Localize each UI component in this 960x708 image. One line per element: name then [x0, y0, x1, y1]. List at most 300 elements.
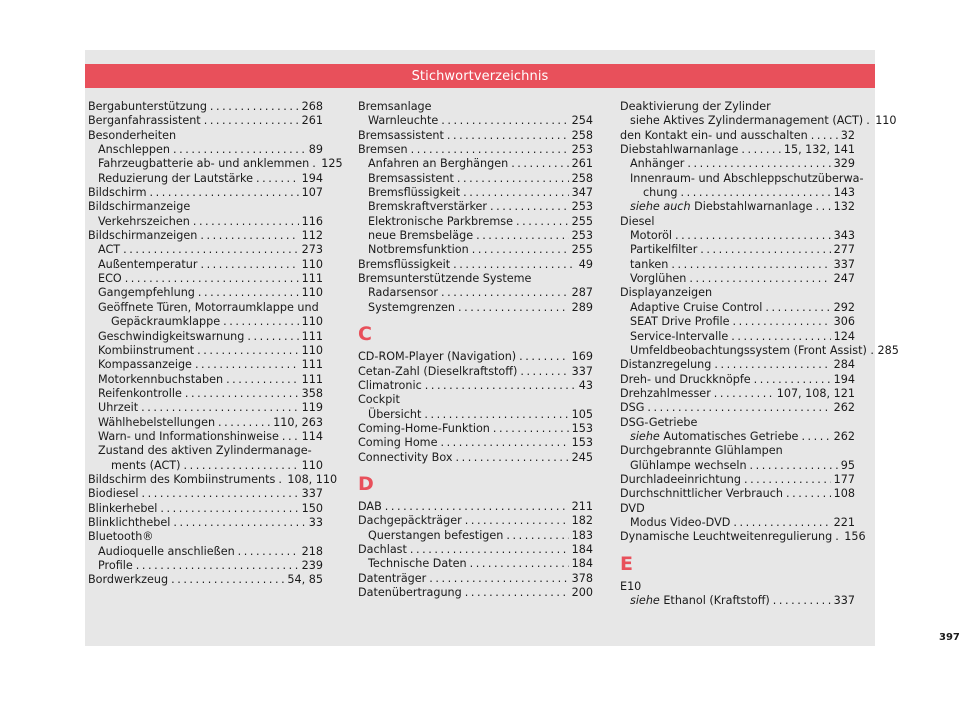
index-page-ref: 200	[571, 585, 593, 599]
index-entry-text: Dachgepäckträger	[358, 514, 462, 528]
index-entry	[88, 315, 323, 329]
index-entry-label	[630, 594, 770, 608]
index-entry	[88, 272, 323, 286]
index-heading: Bluetooth®	[88, 530, 154, 544]
index-entry	[88, 516, 323, 530]
index-entry	[620, 157, 855, 171]
leader-dots	[675, 229, 831, 243]
index-page-ref: 107, 108, 121	[776, 386, 855, 400]
index-column-2	[358, 100, 593, 600]
leader-dots	[218, 416, 270, 430]
index-entry	[620, 530, 866, 544]
leader-dots	[123, 243, 299, 257]
index-heading: Diesel	[620, 214, 655, 228]
leader-dots	[457, 172, 569, 186]
leader-dots	[463, 186, 569, 200]
index-entry	[88, 258, 323, 272]
index-entry	[88, 114, 323, 128]
index-entry-text: Querstangen befestigen	[368, 528, 504, 542]
index-page-ref: 273	[301, 243, 323, 257]
index-heading: E10	[620, 579, 642, 593]
index-entry-text: Verkehrszeichen	[98, 214, 190, 228]
leader-dots	[687, 157, 830, 171]
index-entry	[358, 114, 593, 128]
leader-dots	[204, 114, 299, 128]
leader-dots	[441, 286, 569, 300]
leader-dots	[195, 358, 299, 372]
index-entry-text: Elektronische Parkbremse	[368, 214, 513, 228]
index-entry	[358, 529, 593, 543]
index-page-ref: 245	[571, 450, 593, 464]
leader-dots	[465, 586, 569, 600]
index-page-ref: 247	[833, 272, 855, 286]
index-heading: Besonderheiten	[88, 128, 177, 142]
leader-dots	[173, 143, 306, 157]
index-entry	[620, 129, 855, 143]
leader-dots	[476, 229, 569, 243]
index-entry-text: Notbremsfunktion	[368, 243, 469, 257]
index-entry-label	[630, 157, 684, 171]
leader-dots	[424, 408, 568, 422]
index-heading: Innenraum- und Abschleppschutzüberwa-	[630, 171, 864, 185]
index-page-ref: 150	[301, 501, 323, 515]
index-entry-text: Cetan-Zahl (Dieselkraftstoff)	[358, 364, 518, 378]
index-entry	[358, 422, 593, 436]
index-page-ref: 292	[833, 300, 855, 314]
index-page-ref: 111	[301, 272, 323, 286]
index-entry	[88, 387, 323, 401]
index-page-ref: 89	[308, 143, 323, 157]
leader-dots	[815, 200, 830, 214]
index-entry-text: Uhrzeit	[98, 401, 139, 415]
index-entry-label	[620, 143, 738, 157]
index-entry-text: SEAT Drive Profile	[630, 315, 730, 329]
leader-dots	[183, 459, 298, 473]
index-column-1	[85, 100, 343, 588]
index-entry-text: ECO	[98, 272, 122, 286]
index-entry	[620, 358, 855, 372]
index-entry-text: Bremsen	[358, 143, 408, 157]
leader-dots	[193, 215, 299, 229]
index-entry-label	[358, 586, 462, 600]
index-entry	[358, 543, 593, 557]
index-entry	[88, 172, 323, 186]
leader-dots	[210, 100, 299, 114]
index-heading: Bremsanlage	[358, 100, 432, 113]
index-entry-label	[98, 243, 120, 257]
cross-reference-prefix: siehe auch	[630, 200, 695, 214]
index-entry	[88, 344, 323, 358]
index-entry-text: Glühlampe wechseln	[630, 458, 747, 472]
index-entry-label	[368, 529, 503, 543]
index-entry-text: Bildschirm des Kombiinstruments	[88, 472, 276, 486]
index-entry-text: tanken	[630, 257, 669, 271]
leader-dots	[223, 315, 299, 329]
index-entry	[620, 473, 855, 487]
index-entry-text: Gepäckraumklappe	[111, 315, 221, 329]
index-entry-label	[620, 487, 783, 501]
leader-dots	[835, 530, 841, 544]
leader-dots	[312, 157, 318, 171]
leader-dots	[455, 451, 568, 465]
index-page-ref: 253	[571, 143, 593, 157]
leader-dots	[410, 543, 569, 557]
index-entry-label	[620, 530, 832, 544]
index-page-ref: 261	[301, 114, 323, 128]
index-entry-text: Bildschirmanzeigen	[88, 229, 198, 243]
index-entry	[88, 545, 323, 559]
index-entry-text: Climatronic	[358, 378, 422, 392]
leader-dots	[247, 330, 298, 344]
index-page-ref: 255	[571, 214, 593, 228]
index-page-ref: 110	[301, 257, 323, 271]
index-entry-label	[88, 502, 157, 516]
index-page-ref: 378	[571, 571, 593, 585]
index-entry-label	[358, 129, 444, 143]
leader-dots	[647, 401, 830, 415]
leader-dots	[200, 258, 298, 272]
index-entry	[358, 408, 593, 422]
index-entry-text: ments (ACT)	[111, 458, 181, 472]
index-entry	[88, 100, 323, 114]
index-entry-text: Profile	[98, 559, 133, 572]
index-entry	[88, 186, 323, 200]
index-page-ref: 343	[833, 229, 855, 243]
index-entry-label	[88, 516, 170, 530]
cross-reference-prefix: siehe	[630, 429, 664, 443]
index-entry	[88, 502, 323, 516]
index-entry-text: CD-ROM-Player (Navigation)	[358, 350, 517, 364]
index-entry-text: neue Bremsbeläge	[368, 229, 474, 243]
index-entry-text: Blinkerhebel	[88, 501, 158, 515]
index-entry-label	[98, 358, 192, 372]
index-entry-label	[98, 157, 309, 171]
index-entry	[358, 157, 593, 171]
leader-dots	[750, 459, 838, 473]
index-page-ref: 337	[571, 364, 593, 378]
index-entry-text: Blinklichthebel	[88, 515, 171, 529]
index-entry-label	[630, 243, 697, 257]
index-entry	[88, 401, 323, 415]
index-entry	[620, 430, 855, 444]
index-entry-text: Warn- und Informationshinweise	[98, 429, 279, 443]
index-entry-label	[368, 243, 469, 257]
index-entry	[358, 215, 593, 229]
index-section-letter: E	[620, 552, 633, 575]
leader-dots	[447, 129, 569, 143]
index-entry-text: Außentemperatur	[98, 257, 198, 271]
index-entry-text: Bremsflüssigkeit	[368, 186, 461, 200]
index-entry	[88, 229, 323, 243]
index-entry-text: Kombiinstrument	[98, 343, 195, 357]
index-entry-label	[368, 172, 454, 186]
leader-dots	[765, 301, 830, 315]
index-entry-text: Dynamische Leuchtweitenregulierung	[620, 530, 833, 544]
index-entry-label	[643, 186, 678, 200]
index-page-ref: 306	[833, 315, 855, 329]
index-entry	[620, 373, 855, 387]
index-entry-text: Datenübertragung	[358, 585, 462, 599]
index-entry-label	[88, 473, 275, 487]
leader-dots	[520, 365, 568, 379]
index-page-ref: 258	[571, 171, 593, 185]
index-entry-label	[98, 330, 244, 344]
index-entry-text: Radarsensor	[368, 286, 439, 300]
index-page-ref: 184	[571, 542, 593, 556]
leader-dots	[458, 301, 569, 315]
index-entry	[358, 186, 593, 200]
index-entry-text: Dreh- und Druckknöpfe	[620, 372, 751, 386]
index-page-ref: 110	[301, 458, 323, 472]
leader-dots	[411, 143, 569, 157]
index-entry	[88, 459, 323, 473]
index-entry	[88, 373, 323, 387]
index-page-ref: 110	[301, 315, 323, 329]
index-entry-label	[630, 516, 730, 530]
leader-dots	[198, 286, 299, 300]
index-page-ref: 221	[833, 515, 855, 529]
index-page-ref: 262	[833, 401, 855, 415]
index-entry-text: Diebstahlwarnanlage	[694, 200, 813, 214]
index-entry	[358, 514, 593, 528]
index-page-ref: 277	[833, 243, 855, 257]
leader-dots	[197, 344, 299, 358]
index-page-ref: 287	[571, 286, 593, 300]
index-entry-text: Datenträger	[358, 571, 427, 585]
leader-dots	[733, 516, 830, 530]
index-entry-text: Motorkennbuchstaben	[98, 372, 224, 386]
index-page-ref: 183	[571, 528, 593, 542]
index-page-ref: 337	[833, 594, 855, 607]
index-entry-label	[98, 401, 138, 415]
leader-dots	[200, 229, 298, 243]
leader-dots	[173, 516, 305, 530]
leader-dots	[256, 172, 299, 186]
index-entry	[620, 114, 897, 128]
index-page-ref: 110	[301, 286, 323, 300]
index-entry-text: Gangempfehlung	[98, 286, 195, 300]
index-entry-label	[358, 143, 408, 157]
index-entry-text: Wählhebelstellungen	[98, 415, 216, 429]
index-entry	[358, 379, 593, 393]
index-entry-text: Anfahren an Berghängen	[368, 157, 509, 171]
leader-dots	[385, 500, 569, 514]
index-entry	[88, 416, 323, 430]
index-entry-label	[98, 416, 215, 430]
index-entry-label	[368, 114, 438, 128]
index-entry	[620, 186, 855, 200]
index-entry-text: Technische Daten	[368, 557, 467, 571]
index-entry	[358, 229, 593, 243]
index-entry	[358, 586, 593, 600]
index-entry-label	[98, 215, 190, 229]
index-entry-text: Bergabunterstützung	[88, 100, 207, 113]
index-heading: DSG-Getriebe	[620, 415, 698, 429]
index-entry	[620, 243, 855, 257]
index-entry-text: Audioquelle anschließen	[98, 544, 235, 558]
index-entry-label	[630, 330, 728, 344]
leader-dots	[516, 215, 569, 229]
index-entry	[620, 315, 855, 329]
index-entry	[88, 430, 323, 444]
index-entry-text: Service-Intervalle	[630, 329, 729, 343]
leader-dots	[136, 559, 299, 573]
index-entry-label	[98, 559, 133, 573]
index-page-ref: 169	[571, 350, 593, 364]
index-entry	[358, 172, 593, 186]
index-entry-label	[88, 573, 168, 587]
index-entry	[358, 500, 593, 514]
index-page-ref: 105	[571, 407, 593, 421]
index-entry-text: Reduzierung der Lautstärke	[98, 171, 253, 185]
index-page-ref: 32	[840, 128, 855, 142]
leader-dots	[425, 379, 576, 393]
leader-dots	[440, 436, 568, 450]
index-entry-text: Ethanol (Kraftstoff)	[663, 594, 770, 607]
leader-dots	[141, 401, 299, 415]
index-entry-label	[358, 436, 437, 450]
index-page-ref: 125	[321, 157, 343, 171]
leader-dots	[429, 572, 568, 586]
index-entry-label	[630, 301, 762, 315]
index-entry-text: Biodiesel	[88, 487, 139, 501]
index-page-ref: 111	[301, 329, 323, 343]
index-entry	[88, 487, 323, 501]
index-entry-label	[88, 487, 139, 501]
index-page-ref: 111	[301, 372, 323, 386]
index-entry-text: Coming Home	[358, 436, 438, 450]
index-entry-text: den Kontakt ein- und ausschalten	[620, 128, 808, 142]
index-entry-label	[358, 514, 462, 528]
index-page-ref: 182	[571, 514, 593, 528]
index-entry-text: Systemgrenzen	[368, 300, 455, 314]
index-entry-text: Bildschirm	[88, 186, 147, 200]
leader-dots	[125, 272, 299, 286]
index-page-ref: 153	[571, 436, 593, 450]
leader-dots	[282, 430, 299, 444]
index-entry	[358, 365, 593, 379]
leader-dots	[801, 430, 830, 444]
index-entry	[88, 559, 323, 573]
index-page-ref: 116	[301, 214, 323, 228]
index-entry-text: Motoröl	[630, 229, 673, 243]
index-heading: Bremsunterstützende Systeme	[358, 272, 532, 286]
index-entry-text: Bremsassistent	[358, 128, 444, 142]
index-page-ref: 95	[840, 458, 855, 472]
index-page-ref: 112	[301, 229, 323, 243]
leader-dots	[811, 129, 838, 143]
index-entry-text: Geschwindigkeitswarnung	[98, 329, 245, 343]
index-page-ref: 110, 263	[273, 415, 323, 429]
index-entry-text: Dachlast	[358, 542, 407, 556]
index-entry-text: Bordwerkzeug	[88, 573, 169, 587]
index-entry	[88, 143, 323, 157]
index-entry-label	[98, 272, 122, 286]
index-page-ref: 124	[833, 329, 855, 343]
index-entry-text: Vorglühen	[630, 272, 687, 286]
index-page-ref: 347	[571, 186, 593, 200]
leader-dots	[453, 258, 576, 272]
index-heading: Zustand des aktiven Zylindermanage-	[98, 444, 312, 458]
index-entry	[358, 129, 593, 143]
index-heading: Geöffnete Türen, Motorraumklappe und	[98, 300, 319, 314]
index-entry	[358, 572, 593, 586]
index-page-ref: 177	[833, 472, 855, 486]
index-entry	[620, 387, 855, 401]
index-page-ref: 54, 85	[287, 573, 323, 587]
index-entry	[620, 258, 855, 272]
index-page-ref: 43	[578, 378, 593, 392]
index-page-ref: 262	[833, 429, 855, 443]
index-page-ref: 255	[571, 243, 593, 257]
index-entry-text: Fahrzeugbatterie ab- und anklemmen	[98, 157, 310, 171]
index-page-ref: 153	[571, 421, 593, 435]
index-entry-label	[98, 430, 279, 444]
index-entry-label	[88, 229, 197, 243]
leader-dots	[226, 373, 299, 387]
leader-dots	[470, 557, 569, 571]
index-entry-text: Reifenkontrolle	[98, 386, 182, 400]
leader-dots	[733, 315, 831, 329]
leader-dots	[472, 243, 569, 257]
index-entry	[620, 330, 855, 344]
leader-dots	[185, 387, 299, 401]
index-page-ref: 114	[301, 429, 323, 443]
index-entry-label	[98, 258, 197, 272]
index-page-ref: 49	[578, 257, 593, 271]
index-entry-label	[358, 422, 490, 436]
index-entry-label	[98, 172, 253, 186]
index-page-ref: 337	[833, 257, 855, 271]
index-entry-text: Berganfahrassistent	[88, 114, 201, 128]
index-entry-label	[88, 100, 207, 114]
index-entry-label	[98, 143, 170, 157]
index-entry-text: Diebstahlwarnanlage	[620, 143, 739, 157]
index-entry-label	[630, 430, 798, 444]
leader-dots	[511, 157, 568, 171]
leader-dots	[506, 529, 568, 543]
leader-dots	[493, 422, 569, 436]
index-entry-label	[620, 473, 741, 487]
index-page-ref: 284	[833, 358, 855, 372]
index-entry-label	[358, 500, 382, 514]
index-entry-text: siehe Aktives Zylindermanagement (ACT)	[630, 114, 864, 128]
index-page-ref: 194	[833, 372, 855, 386]
index-entry-text: chung	[643, 186, 678, 200]
leader-dots	[465, 514, 569, 528]
index-entry-label	[620, 129, 808, 143]
index-entry-text: DSG	[620, 401, 645, 415]
index-entry-label	[368, 200, 487, 214]
index-entry-text: Anschleppen	[98, 143, 170, 157]
index-entry	[88, 215, 323, 229]
index-entry	[88, 243, 323, 257]
index-entry-label	[630, 315, 730, 329]
index-entry-text: ACT	[98, 243, 121, 257]
index-entry-label	[630, 114, 863, 128]
index-page-ref: 107	[301, 186, 323, 200]
index-entry-label	[88, 114, 201, 128]
index-heading: Durchgebrannte Glühlampen	[620, 444, 783, 458]
index-entry-label	[368, 157, 508, 171]
index-page-ref: 253	[571, 229, 593, 243]
index-page-ref: 108	[833, 487, 855, 501]
index-entry-label	[620, 387, 711, 401]
index-entry-text: Automatisches Getriebe	[663, 429, 799, 443]
index-entry-label	[630, 258, 668, 272]
index-entry	[620, 487, 855, 501]
index-entry-text: Adaptive Cruise Control	[630, 300, 763, 314]
